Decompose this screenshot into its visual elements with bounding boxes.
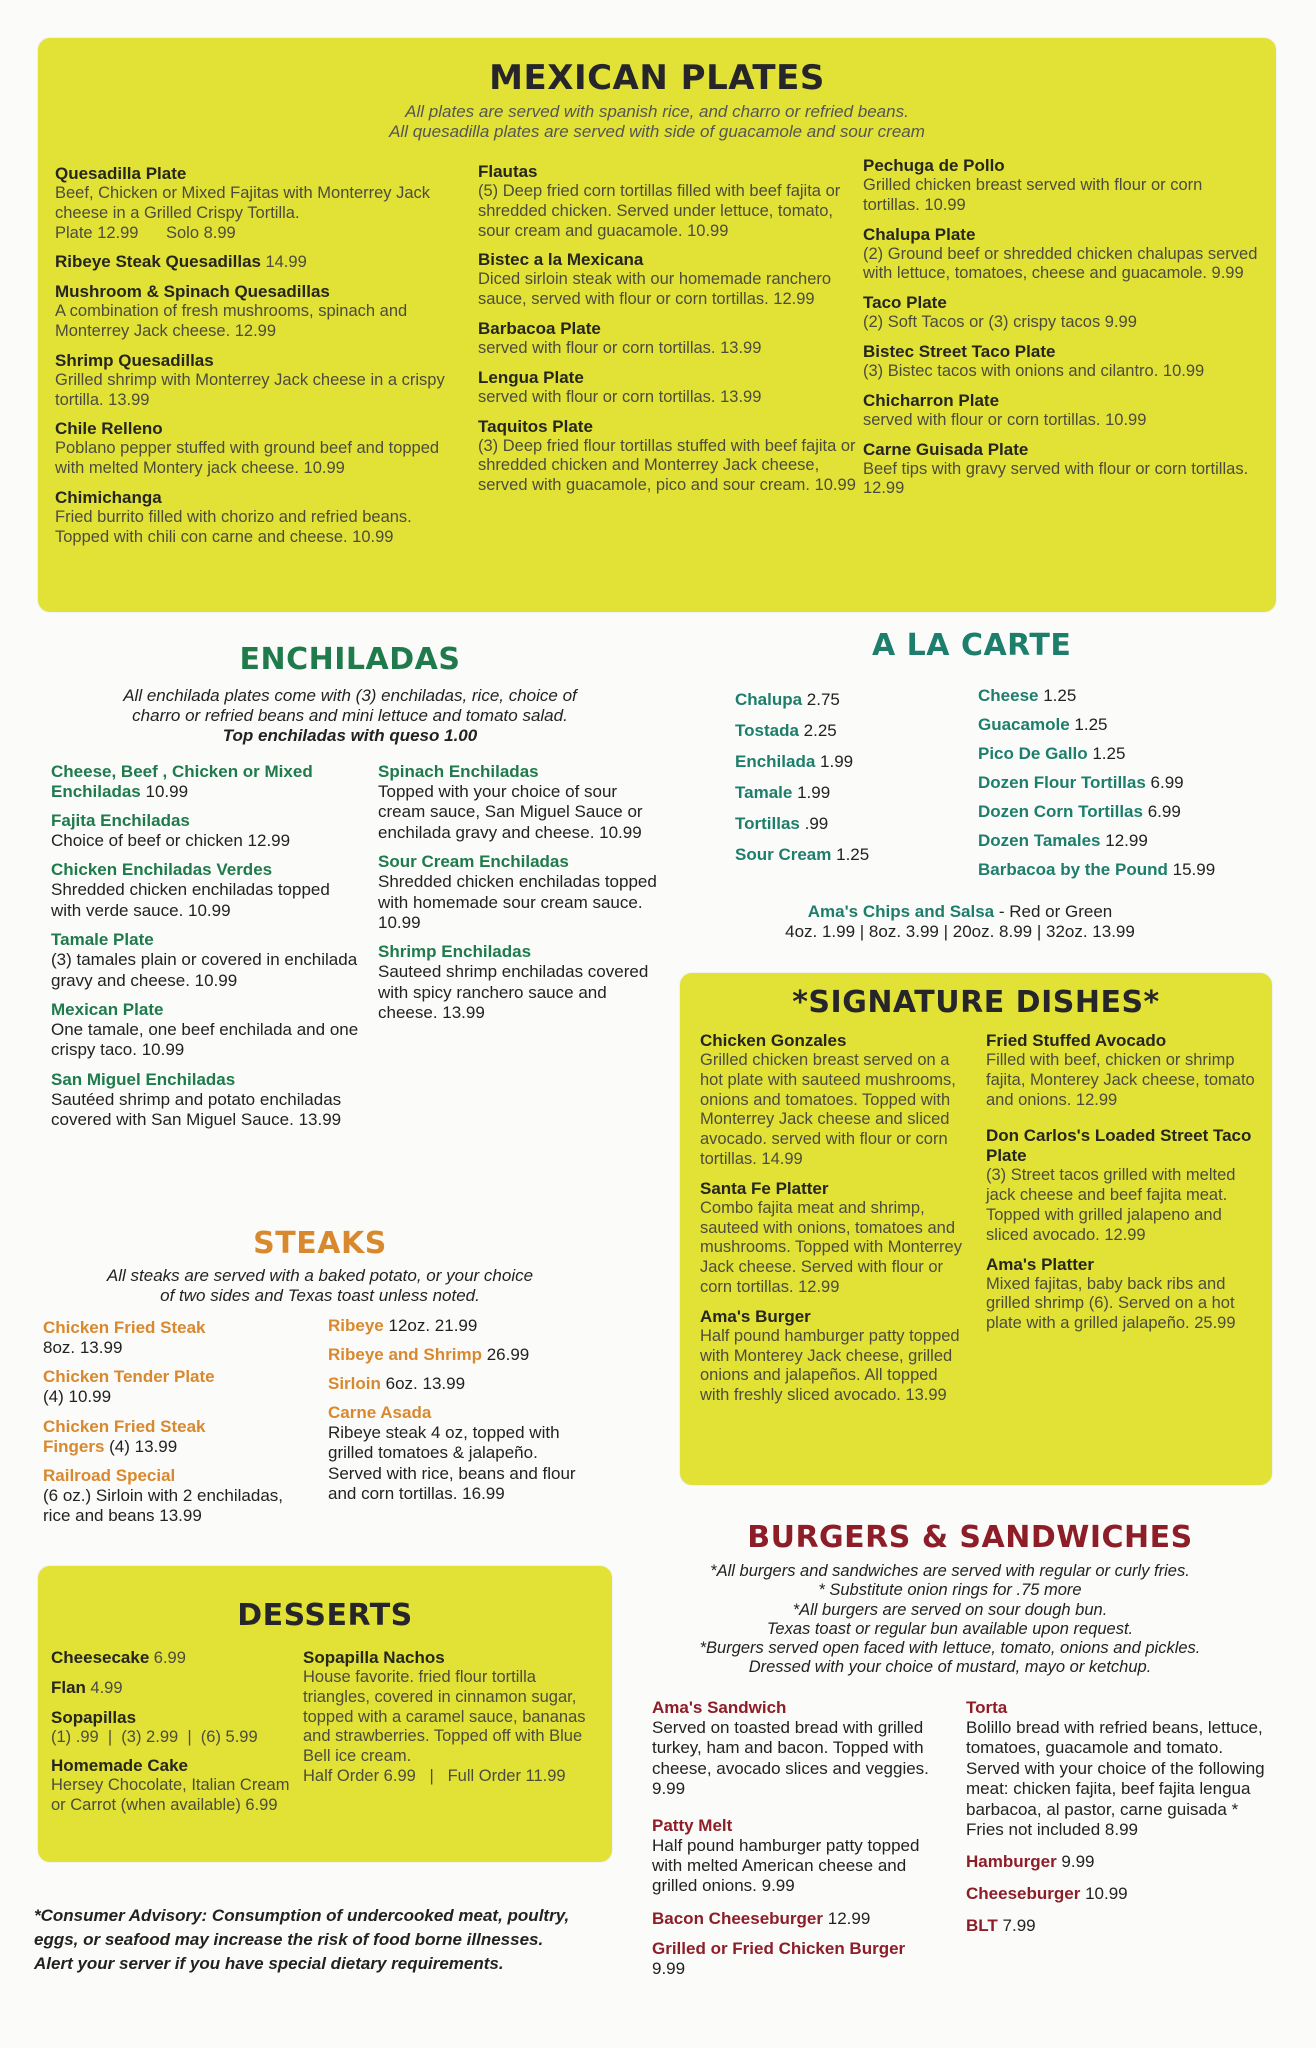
item-desc: House favorite. fried flour tortilla triangles, covered in cinnamon sugar, topped with a caramel sauce, bananas and strawberries. Topped off with Blue Bell ice cream. [303, 1668, 586, 1766]
desserts-title: DESSERTS [237, 1598, 413, 1633]
item-desc: Filled with beef, chicken or shrimp fajita, Monterey Jack cheese, tomato and onions. 12.99 [986, 1051, 1255, 1109]
item-price: 6.99 [1147, 802, 1181, 821]
menu-item [652, 1909, 942, 1929]
menu-item [43, 1417, 233, 1457]
menu-item [966, 1698, 1266, 1840]
menu-item [51, 811, 361, 851]
menu-item [863, 391, 1263, 431]
enchiladas-note-1: All enchilada plates come with (3) enchiladas, rice, choice of [123, 686, 577, 705]
item-name: Santa Fe Platter [700, 1178, 829, 1198]
menu-item [43, 1318, 303, 1358]
menu-item [978, 860, 1278, 880]
item-price: 6.99 [153, 1649, 186, 1667]
item-desc: served with flour or corn tortillas. 13.99 [478, 387, 762, 406]
item-name: Railroad Special [43, 1465, 176, 1485]
item-name: Flan [51, 1677, 86, 1697]
menu-item [735, 690, 955, 710]
item-name: Fajita Enchiladas [51, 811, 190, 830]
burgers-note: Dressed with your choice of mustard, mayo or ketchup. [748, 1658, 1152, 1677]
item-desc: Beef tips with gravy served with flour or corn tortillas. 12.99 [863, 459, 1249, 498]
item-name: Ribeye Steak Quesadillas [55, 252, 261, 272]
item-desc: Hersey Chocolate, Italian Cream or Carrot (when available) 6.99 [51, 1776, 290, 1815]
mexican-col-1 [55, 164, 445, 557]
item-price: 6.99 [1150, 773, 1184, 792]
burgers-note: Texas toast or regular bun available upon request. [766, 1619, 1134, 1638]
menu-item [51, 860, 361, 921]
menu-item [328, 1316, 588, 1336]
item-name: Sopapilla Nachos [303, 1648, 445, 1667]
item-price: .99 [804, 814, 829, 833]
item-name: Pechuga de Pollo [863, 156, 1005, 175]
advisory-line: eggs, or seafood may increase the risk of food borne illnesses. [34, 1929, 544, 1949]
menu-item [55, 488, 445, 548]
item-name: Chimichanga [55, 487, 162, 507]
item-name: Carne Asada [328, 1403, 432, 1422]
menu-item [51, 1756, 291, 1816]
item-price: 1.25 [1092, 744, 1126, 763]
menu-item [55, 419, 445, 479]
item-desc: Diced sirloin steak with our homemade ranchero sauce, served with flour or corn tortillas. 12.99 [478, 270, 832, 309]
item-price: 14.99 [265, 253, 307, 272]
menu-item [328, 1374, 588, 1394]
item-price: 1.25 [1043, 686, 1077, 705]
item-price: 1.25 [836, 845, 870, 864]
item-name: Barbacoa by the Pound [978, 860, 1168, 879]
item-desc: Grilled chicken breast served with flour or corn tortillas. 10.99 [863, 176, 1203, 214]
item-name: Tortillas [735, 814, 800, 833]
menu-item [478, 368, 868, 408]
item-name: Tamale Plate [51, 930, 154, 950]
item-price: 7.99 [1002, 1916, 1036, 1936]
burgers-sandwiches-title: BURGERS & SANDWICHES [747, 1520, 1193, 1555]
desserts-panel [38, 1566, 612, 1862]
item-name: Sopapillas [51, 1707, 137, 1727]
mexican-plates-note-2: All quesadilla plates are served with side of guacamole and sour cream [389, 122, 925, 141]
item-price: 1.99 [820, 752, 854, 771]
item-price: 10.99 [1085, 1884, 1128, 1904]
menu-item [51, 1708, 291, 1748]
item-desc: Half pound hamburger patty topped with melted American cheese and grilled onions. 9.99 [652, 1835, 920, 1896]
item-desc: (3) tamales plain or covered in enchilada gravy and cheese. 10.99 [51, 950, 358, 990]
chips-prices: 4oz. 1.99 | 8oz. 3.99 | 20oz. 8.99 | 32oz. 13.99 [785, 922, 1135, 941]
menu-item [55, 351, 445, 411]
desserts-col-2 [303, 1648, 603, 1796]
item-name: Dozen Flour Tortillas [978, 773, 1146, 792]
item-desc: served with flour or corn tortillas. 10.99 [863, 410, 1147, 429]
item-desc: Grilled chicken breast served on a hot plate with sauteed mushrooms, onions and tomatoes. Topped with Monterrey Jack cheese and sliced avocado. served with flour or corn tortillas. 14.99 [700, 1051, 956, 1168]
burgers-note: * Substitute onion rings for .75 more [818, 1581, 1082, 1600]
burgers-note: *All burgers and sandwiches are served with regular or curly fries. [710, 1562, 1190, 1580]
menu-item [735, 783, 955, 803]
item-desc: (3) Bistec tacos with onions and cilantro. 10.99 [863, 361, 1205, 380]
item-name: Taquitos Plate [478, 416, 593, 436]
burgers-note: *All burgers are served on sour dough bun. [792, 1600, 1108, 1619]
item-name: Hamburger [966, 1852, 1057, 1872]
item-price: 2.25 [803, 721, 837, 740]
item-name: Bistec Street Taco Plate [863, 341, 1056, 361]
item-price: 12oz. 21.99 [388, 1316, 478, 1335]
menu-item [978, 802, 1278, 822]
a-la-carte-title: A LA CARTE [872, 628, 1072, 663]
item-desc: Beef, Chicken or Mixed Fajitas with Monterrey Jack cheese in a Grilled Crispy Tortilla. [55, 184, 431, 222]
steaks-title: STEAKS [253, 1226, 387, 1261]
item-name: Carne Guisada Plate [863, 439, 1029, 459]
item-desc: (1) .99 | (3) 2.99 | (6) 5.99 [51, 1727, 258, 1746]
item-name: Bistec a la Mexicana [478, 250, 644, 270]
item-name: Mexican Plate [51, 999, 164, 1019]
menu-item [51, 1678, 291, 1699]
item-name: Sirloin [328, 1374, 381, 1393]
item-name: San Miguel Enchiladas [51, 1069, 236, 1089]
advisory-line: *Consumer Advisory: Consumption of undercooked meat, poultry, [34, 1906, 570, 1925]
item-desc: A combination of fresh mushrooms, spinach and Monterrey Jack cheese. 12.99 [55, 302, 408, 340]
menu-item [51, 1000, 361, 1061]
item-desc: Fried burrito filled with chorizo and refried beans. Topped with chili con carne and cheese. 10.99 [55, 507, 412, 546]
item-price: 4.99 [90, 1678, 123, 1697]
steaks-col-2 [328, 1316, 588, 1514]
item-name: BLT [966, 1916, 998, 1936]
menu-item [966, 1852, 1266, 1872]
menu-item [700, 1307, 962, 1406]
item-name: Chalupa [735, 690, 803, 709]
item-name: Dozen Tamales [978, 831, 1101, 850]
item-name: Chicken Gonzales [700, 1031, 847, 1050]
menu-item [478, 162, 868, 241]
item-name: Chicken Fried Steak Fingers [43, 1416, 206, 1456]
item-desc: Topped with your choice of sour cream sauce, San Miguel Sauce or enchilada gravy and cheese. 10.99 [378, 782, 643, 842]
item-name: Quesadilla Plate [55, 164, 187, 183]
menu-item [978, 831, 1278, 851]
item-name: Cheese [978, 686, 1039, 705]
menu-item [378, 852, 658, 933]
desserts-col-1 [51, 1648, 291, 1825]
signature-dishes-title: *SIGNATURE DISHES* [792, 985, 1160, 1020]
item-desc: Sautéed shrimp and potato enchiladas covered with San Miguel Sauce. 13.99 [51, 1089, 342, 1130]
menu-item [735, 814, 955, 834]
menu-item [986, 1031, 1262, 1110]
menu-item [978, 715, 1278, 735]
menu-item [863, 342, 1263, 382]
item-desc: 9.99 [652, 1958, 686, 1978]
menu-item [51, 762, 361, 802]
steaks-note-2: of two sides and Texas toast unless noted. [160, 1286, 480, 1305]
item-name: Sour Cream [735, 845, 832, 864]
item-name: Don Carlos's Loaded Street Taco Plate [986, 1126, 1252, 1166]
item-desc: (6 oz.) Sirloin with 2 enchiladas, rice and beans 13.99 [43, 1485, 284, 1526]
item-name: Patty Melt [652, 1815, 733, 1835]
menu-item [51, 930, 361, 991]
item-name: Cheeseburger [966, 1884, 1081, 1904]
item-name: Chicken Fried Steak [43, 1318, 206, 1337]
menu-item [55, 252, 445, 273]
item-desc: served with flour or corn tortillas. 13.99 [478, 338, 762, 357]
item-price: 1.25 [1074, 715, 1108, 734]
item-desc: Bolillo bread with refried beans, lettuce, tomatoes, guacamole and tomato. Served with your choice of the following meat: chicken fajita, beef fajita lengua barbacoa, al pastor, carne guisada * Fries not included 8.99 [966, 1718, 1265, 1839]
item-name: Chicharron Plate [863, 390, 1000, 410]
item-desc: (2) Soft Tacos or (3) crispy tacos 9.99 [863, 313, 1137, 332]
item-desc: (5) Deep fried corn tortillas filled with beef fajita or shredded chicken. Served under lettuce, tomato, sour cream and guacamole. 10.99 [478, 182, 841, 240]
menu-item [478, 250, 868, 310]
item-name: Chicken Tender Plate [43, 1367, 215, 1387]
burgers-notes [640, 1562, 1260, 1678]
menu-item [478, 319, 868, 359]
item-name: Cheesecake [51, 1648, 150, 1667]
item-price: 6oz. 13.99 [385, 1374, 466, 1393]
menu-item [700, 1179, 962, 1298]
item-name: Chile Relleno [55, 419, 163, 439]
mexican-plates-note-1: All plates are served with spanish rice, and charro or refried beans. [405, 102, 909, 121]
item-desc: Poblano pepper stuffed with ground beef and topped with melted Montery jack cheese. 10.99 [55, 439, 440, 478]
enchiladas-title: ENCHILADAS [239, 642, 461, 677]
advisory-line: Alert your server if you have special dietary requirements. [34, 1953, 504, 1973]
item-name: Ama's Platter [986, 1254, 1094, 1274]
menu-item [863, 440, 1263, 500]
item-price: 12.99 [1105, 831, 1148, 850]
item-name: Spinach Enchiladas [378, 762, 539, 781]
menu-item [652, 1698, 942, 1800]
item-name: Chicken Enchiladas Verdes [51, 860, 273, 880]
menu-item [378, 762, 658, 843]
menu-item [55, 282, 445, 342]
item-price: 2.75 [806, 690, 840, 709]
item-name: Pico De Gallo [978, 744, 1088, 763]
menu-item [863, 293, 1263, 333]
item-desc: Shredded chicken enchiladas topped with verde sauce. 10.99 [51, 880, 330, 920]
enchiladas-note-2: charro or refried beans and mini lettuce and tomato salad. [132, 706, 568, 725]
item-name: Barbacoa Plate [478, 318, 601, 338]
item-name: Sour Cream Enchiladas [378, 852, 569, 872]
item-name: Shrimp Quesadillas [55, 350, 214, 370]
item-desc: (3) Street tacos grilled with melted jack cheese and beef fajita meat. Topped with grilled jalapeno and sliced avocado. 12.99 [986, 1166, 1236, 1244]
menu-item [652, 1939, 942, 1979]
menu-item [978, 686, 1278, 706]
item-name: Tostada [735, 721, 799, 740]
menu-item [966, 1884, 1266, 1904]
consumer-advisory [34, 1904, 634, 1975]
item-price: 12.99 [827, 1908, 871, 1928]
item-name: Homemade Cake [51, 1756, 189, 1776]
item-name: Guacamole [978, 715, 1070, 734]
mexican-plates-panel [38, 38, 1276, 612]
signature-dishes-panel [680, 973, 1272, 1485]
item-desc: (4) 10.99 [43, 1387, 112, 1407]
signature-col-2 [986, 1031, 1262, 1343]
menu-item [51, 1070, 361, 1131]
burgers-col-2 [966, 1698, 1266, 1943]
menu-item [700, 1031, 962, 1170]
item-price: (4) 13.99 [109, 1436, 178, 1456]
item-name: Ribeye and Shrimp [328, 1345, 482, 1364]
item-desc: Sauteed shrimp enchiladas covered with spicy ranchero sauce and cheese. 13.99 [378, 962, 649, 1023]
item-name: Shrimp Enchiladas [378, 942, 532, 962]
menu-item [55, 164, 445, 243]
item-desc: 8oz. 13.99 [43, 1338, 123, 1357]
item-price: 10.99 [145, 782, 189, 801]
item-name: Cheese, Beef , Chicken or Mixed Enchiladas [51, 762, 313, 801]
item-name: Fried Stuffed Avocado [986, 1031, 1167, 1050]
item-name: Ama's Burger [700, 1306, 811, 1326]
item-name: Enchilada [735, 752, 816, 771]
burgers-note: *Burgers served open faced with lettuce, tomato, onions and pickles. [699, 1639, 1201, 1658]
a-la-carte-col-1 [735, 690, 955, 876]
item-desc: (2) Ground beef or shredded chicken chalupas served with lettuce, tomatoes, cheese and guacamole. 9.99 [863, 244, 1258, 283]
menu-item [966, 1916, 1266, 1936]
item-name: Torta [966, 1698, 1008, 1717]
item-desc: Served on toasted bread with grilled turkey, ham and bacon. Topped with cheese, avocado slices and veggies. 9.99 [652, 1718, 929, 1799]
menu-item [378, 942, 658, 1023]
menu-item [478, 417, 868, 496]
item-extra: Plate 12.99 Solo 8.99 [55, 223, 236, 242]
enchiladas-col-1 [51, 762, 361, 1140]
menu-item [43, 1466, 293, 1527]
item-price: 15.99 [1172, 860, 1216, 879]
item-name: Ama's Chips and Salsa [807, 902, 995, 921]
item-name: Lengua Plate [478, 367, 584, 387]
item-desc: One tamale, one beef enchilada and one crispy taco. 10.99 [51, 1019, 359, 1060]
menu-item [51, 1648, 291, 1669]
a-la-carte-col-2 [978, 686, 1278, 889]
menu-item [986, 1126, 1262, 1245]
menu-item [735, 721, 955, 741]
menu-item [863, 225, 1263, 285]
menu-item [986, 1255, 1262, 1334]
item-name: Bacon Cheeseburger [652, 1908, 823, 1928]
menu-item [652, 1816, 942, 1897]
item-desc: Grilled shrimp with Monterrey Jack cheese in a crispy tortilla. 13.99 [55, 370, 445, 409]
chips-and-salsa [700, 902, 1220, 942]
burgers-col-1 [652, 1698, 942, 1988]
menu-item [978, 744, 1278, 764]
menu-item [863, 156, 1263, 216]
menu-item [978, 773, 1278, 793]
steaks-note-1: All steaks are served with a baked potato, or your choice [106, 1266, 534, 1285]
menu-item [43, 1367, 303, 1407]
item-name: Dozen Corn Tortillas [978, 802, 1143, 821]
item-name: Mushroom & Spinach Quesadillas [55, 282, 330, 302]
menu-item [303, 1648, 603, 1787]
item-name: Flautas [478, 162, 538, 181]
item-price: 1.99 [797, 783, 831, 802]
item-desc: Combo fajita meat and shrimp, sauteed with onions, tomatoes and mushrooms. Topped with Monterrey Jack cheese. Served with flour or corn tortillas. 12.99 [700, 1198, 962, 1296]
item-name: Taco Plate [863, 293, 947, 313]
menu-item [328, 1403, 588, 1505]
item-desc: Mixed fajitas, baby back ribs and grilled shrimp (6). Served on a hot plate with a grilled jalapeño. 25.99 [986, 1274, 1236, 1333]
mexican-plates-title: MEXICAN PLATES [489, 58, 825, 98]
menu-item [328, 1345, 588, 1365]
item-name: Ribeye [328, 1316, 384, 1335]
item-desc: Choice of beef or chicken 12.99 [51, 831, 291, 850]
item-name: Tamale [735, 783, 793, 802]
item-name: Chalupa Plate [863, 224, 976, 244]
signature-col-1 [700, 1031, 962, 1415]
item-name: Grilled or Fried Chicken Burger [652, 1938, 906, 1958]
item-desc: Ribeye steak 4 oz, topped with grilled tomatoes & jalapeño. Served with rice, beans and flour and corn tortillas. 16.99 [328, 1423, 576, 1504]
item-price: 26.99 [486, 1345, 530, 1364]
item-extra: Half Order 6.99 | Full Order 11.99 [303, 1766, 566, 1785]
mexican-col-3 [863, 156, 1263, 508]
chips-suffix: - Red or Green [994, 902, 1113, 921]
steaks-col-1 [43, 1318, 303, 1536]
menu-item [735, 752, 955, 772]
menu-item [735, 845, 955, 865]
item-desc: Half pound hamburger patty topped with Monterey Jack cheese, grilled onions and jalapeños. All topped with freshly sliced avocado. 13.99 [700, 1326, 960, 1405]
item-name: Ama's Sandwich [652, 1698, 787, 1717]
item-desc: (3) Deep fried flour tortillas stuffed with beef fajita or shredded chicken and Monterrey Jack cheese, served with guacamole, pico and sour cream. 10.99 [478, 436, 856, 495]
mexican-col-2 [478, 162, 868, 505]
item-price: 9.99 [1061, 1852, 1095, 1872]
item-desc: Shredded chicken enchiladas topped with homemade sour cream sauce. 10.99 [378, 872, 657, 932]
enchiladas-note-3: Top enchiladas with queso 1.00 [222, 726, 478, 745]
enchiladas-col-2 [378, 762, 658, 1033]
